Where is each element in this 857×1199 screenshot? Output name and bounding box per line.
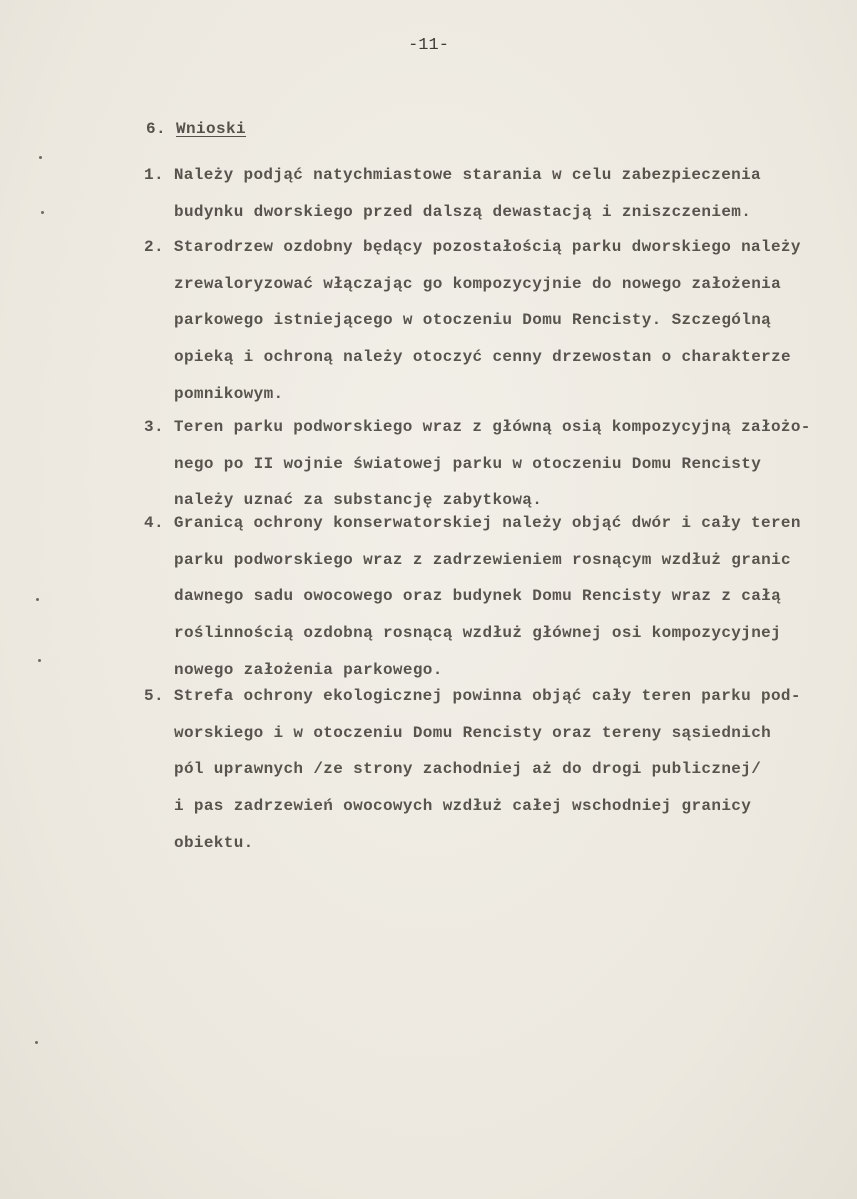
item-line: i pas zadrzewień owocowych wzdłuż całej wschodniej granicy <box>174 797 752 816</box>
item-text: Teren parku podworskiego wraz z główną osią kompozycyjną założo- <box>173 418 811 436</box>
paper-speck <box>41 211 44 214</box>
item-number: 1. <box>144 166 164 184</box>
paper-speck <box>38 659 41 662</box>
item-number: 2. <box>144 238 164 256</box>
item-line: obiektu. <box>174 833 254 852</box>
item-line <box>144 229 844 266</box>
item-text: Strefa ochrony ekologicznej powinna objąć cały teren parku pod- <box>173 687 801 705</box>
conclusion-item-1 <box>144 157 844 230</box>
item-line: pomnikowym. <box>174 384 284 403</box>
item-number: 4. <box>144 514 164 532</box>
item-text: Starodrzew ozdobny będący pozostałością parku dworskiego należy <box>173 238 801 256</box>
section-title: Wnioski <box>176 120 247 138</box>
item-line: worskiego i w otoczeniu Domu Rencisty oraz tereny sąsiednich <box>174 723 772 742</box>
item-line: dawnego sadu owocowego oraz budynek Domu Rencisty wraz z całą <box>174 587 782 606</box>
item-line: opieką i ochroną należy otoczyć cenny drzewostan o charakterze <box>174 348 791 367</box>
item-line: parkowego istniejącego w otoczeniu Domu Rencisty. Szczególną <box>174 311 772 330</box>
item-number: 5. <box>144 687 164 705</box>
paper-speck <box>35 1041 38 1044</box>
item-line: należy uznać za substancję zabytkową. <box>174 491 543 510</box>
item-line: budynku dworskiego przed dalszą dewastacją i zniszczeniem. <box>174 202 752 221</box>
item-text: Należy podjąć natychmiastowe starania w celu zabezpieczenia <box>173 166 762 184</box>
section-number: 6. <box>146 120 167 138</box>
item-number: 3. <box>144 418 164 436</box>
item-line <box>144 678 844 715</box>
item-line: nowego założenia parkowego. <box>174 660 443 679</box>
item-line <box>144 409 844 446</box>
conclusion-item-3 <box>144 409 844 519</box>
item-line <box>144 157 844 194</box>
conclusion-item-4 <box>144 505 844 688</box>
page-number: -11- <box>408 36 449 55</box>
item-line: nego po II wojnie światowej parku w otoczeniu Domu Rencisty <box>174 454 762 473</box>
paper-speck <box>36 598 39 601</box>
item-line: pól uprawnych /ze strony zachodniej aż do drogi publicznej/ <box>174 760 762 779</box>
item-text: Granicą ochrony konserwatorskiej należy objąć dwór i cały teren <box>173 514 801 532</box>
conclusion-item-2 <box>144 229 844 412</box>
item-line: roślinnością ozdobną rosnącą wzdłuż głównej osi kompozycyjnej <box>174 624 782 643</box>
section-heading <box>146 120 246 138</box>
paper-speck <box>39 156 42 159</box>
item-line <box>144 505 844 542</box>
item-line: zrewaloryzować włączając go kompozycyjnie do nowego założenia <box>174 274 782 293</box>
item-line: parku podworskiego wraz z zadrzewieniem rosnącym wzdłuż granic <box>174 550 791 569</box>
conclusion-item-5 <box>144 678 844 861</box>
